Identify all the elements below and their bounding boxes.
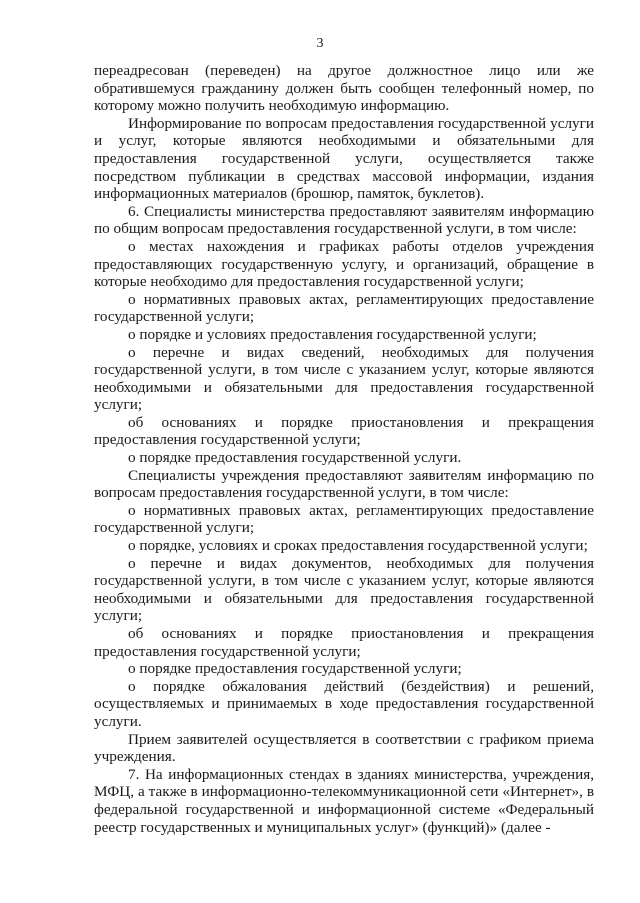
- list-item: о порядке предоставления государственной услуги.: [128, 449, 462, 467]
- list-item: о нормативных правовых актах, регламентирующих предоставление государственной услуги;: [94, 501, 594, 537]
- list-item: о перечне и видах сведений, необходимых для получения государственной услуги, в том числе с указанием услуг, которые являются необходимыми и обязательными для предоставления государственной услуги;: [94, 343, 594, 414]
- paragraph-item-7: 7. На информационных стендах в зданиях министерства, учреждения, МФЦ, а также в информационно-телекоммуникационной сети «Интернет», в федеральной государственной и информационной системе «Федеральный реестр государственных и муниципальных услуг» (функций)» (далее -: [94, 765, 594, 836]
- paragraph-institution-specialists: Специалисты учреждения предоставляют заявителям информацию по вопросам предоставления государственной услуги, в том числе:: [94, 466, 594, 502]
- list-item: о порядке, условиях и сроках предоставления государственной услуги;: [128, 537, 588, 555]
- list-item: о перечне и видах документов, необходимых для получения государственной услуги, в том числе с указанием услуг, которые являются необходимыми и обязательными для предоставления государственной услуги;: [94, 554, 594, 625]
- list-item: об основаниях и порядке приостановления и прекращения предоставления государственной услуги;: [94, 625, 594, 660]
- document-body: [94, 62, 594, 836]
- paragraph-reception-schedule: Прием заявителей осуществляется в соответствии с графиком приема учреждения.: [94, 730, 594, 766]
- list-item: о нормативных правовых актах, регламентирующих предоставление государственной услуги;: [94, 290, 594, 326]
- list-item: об основаниях и порядке приостановления и прекращения предоставления государственной услуги;: [94, 413, 594, 449]
- list-item: о порядке и условиях предоставления государственной услуги;: [128, 325, 537, 343]
- list-item: о местах нахождения и графиках работы отделов учреждения предоставляющих государственную услугу, и организаций, обращение в которые необходимо для предоставления государственной услуги;: [94, 237, 594, 291]
- paragraph-informing-media: Информирование по вопросам предоставления государственной услуги и услуг, которые являются необходимыми и обязательными для предоставления государственной услуги, осуществляется также посредством публикации в средствах массовой информации, издания информационных материалов (брошюр, памяток, буклетов).: [94, 114, 594, 203]
- list-item: о порядке предоставления государственной услуги;: [128, 660, 462, 678]
- list-item: о порядке обжалования действий (бездействия) и решений, осуществляемых и принимаемых в ходе предоставления государственной услуги.: [94, 677, 594, 730]
- page-number: 3: [316, 36, 324, 51]
- paragraph-item-6: 6. Специалисты министерства предоставляют заявителям информацию по общим вопросам предоставления государственной услуги, в том числе:: [94, 202, 594, 238]
- paragraph-continued: переадресован (переведен) на другое должностное лицо или же обратившемуся гражданину должен быть сообщен телефонный номер, по которому можно получить необходимую информацию.: [94, 62, 594, 115]
